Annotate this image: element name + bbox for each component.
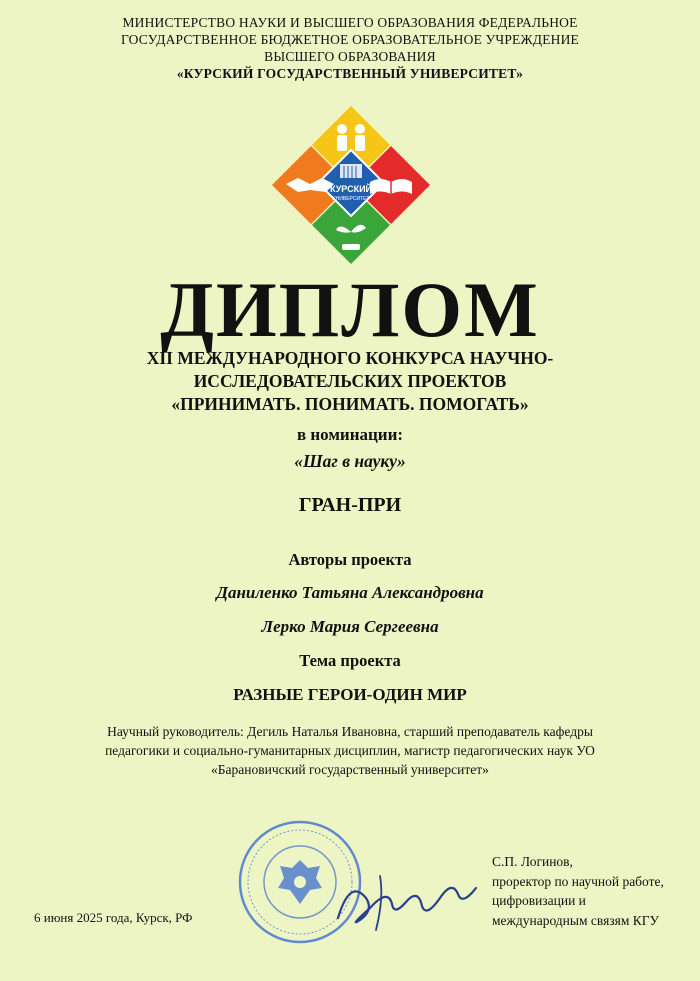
contest-line-2: ИССЛЕДОВАТЕЛЬСКИХ ПРОЕКТОВ [193,371,507,391]
contest-line-3: «ПРИНИМАТЬ. ПОНИМАТЬ. ПОМОГАТЬ» [171,394,529,414]
contest-name [0,347,700,416]
author-name: Лерко Мария Сергеевна [261,617,439,636]
diploma-title: ДИПЛОМ [160,266,540,353]
topic-label: Тема проекта [299,651,401,670]
authors-label: Авторы проекта [288,550,412,569]
header-line-1: МИНИСТЕРСТВО НАУКИ И ВЫСШЕГО ОБРАЗОВАНИЯ ФЕДЕРАЛЬНОЕ [122,15,578,30]
signer-block [492,852,664,930]
supervisor-line-2: педагогики и социально-гуманитарных дисциплин, магистр педагогических наук УО [105,743,595,758]
signer-title-1: проректор по научной работе, [492,873,664,889]
signer-title-2: цифровизации и [492,893,586,908]
university-logo [270,104,432,266]
author-name: Даниленко Татьяна Александровна [216,583,484,602]
logo-text: КУРСКИЙ [329,184,373,194]
supervisor-info [0,722,700,779]
award-title: ГРАН-ПРИ [298,494,402,516]
university-name: «КУРСКИЙ ГОСУДАРСТВЕННЫЙ УНИВЕРСИТЕТ» [176,66,524,81]
signature [330,858,480,938]
supervisor-line-3: «Барановичский государственный университет» [211,762,489,777]
contest-line-1: XII МЕЖДУНАРОДНОГО КОНКУРСА НАУЧНО- [146,348,554,368]
nomination-label: в номинации: [296,425,404,444]
ministry-header [0,14,700,82]
issue-date: 6 июня 2025 года, Курск, РФ [34,910,193,925]
header-line-2: ГОСУДАРСТВЕННОЕ БЮДЖЕТНОЕ ОБРАЗОВАТЕЛЬНОЕ УЧРЕЖДЕНИЕ [121,32,579,47]
header-line-3: ВЫСШЕГО ОБРАЗОВАНИЯ [264,49,436,64]
logo-subtext: УНИВЕРСИТЕТ [332,196,370,202]
coat-of-arms-icon [278,860,322,904]
signer-name: С.П. Логинов, [492,854,573,869]
building-icon [340,164,362,178]
supervisor-line-1: Научный руководитель: Дегиль Наталья Ивановна, старший преподаватель кафедры [107,724,593,739]
signer-title-3: международным связям КГУ [492,912,660,928]
nomination-value: «Шаг в науку» [294,451,406,471]
project-topic: РАЗНЫЕ ГЕРОИ-ОДИН МИР [233,685,467,704]
